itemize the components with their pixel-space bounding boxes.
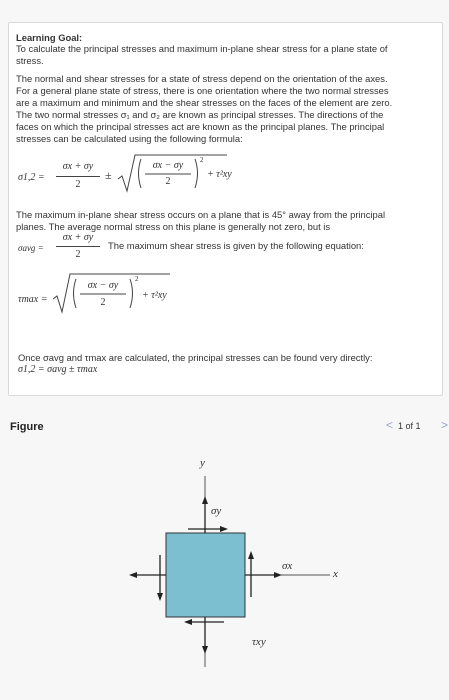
formula1-inner-numerator: σx − σy (152, 160, 184, 171)
sigma-x-label: σx (282, 560, 293, 572)
shear-line-3: The maximum shear stress is given by the following equation: (108, 240, 364, 251)
formula1-exponent: 2 (200, 156, 204, 164)
stress-element (166, 533, 245, 617)
intro-line-5: faces on which the principal stresses act are known as the principal planes. The principal (16, 121, 385, 132)
stress-element-diagram (0, 410, 449, 700)
formula1-fraction-bar (56, 176, 100, 177)
shear-line-1: The maximum in-plane shear stress occurs on a plane that is 45° away from the principal (16, 209, 386, 220)
intro-line-4: The two normal stresses σ₁ and σ₂ are known as principal stresses. The directions of the (16, 109, 384, 120)
sigma-y-label: σy (211, 505, 222, 517)
formula2-lhs: τmax = (18, 294, 48, 305)
x-axis-label: x (333, 568, 338, 580)
figure-pager: 1 of 1 (398, 421, 421, 431)
previous-figure-button[interactable]: < (386, 418, 394, 432)
savg-fraction-bar (56, 246, 100, 247)
next-figure-button[interactable]: > (441, 418, 449, 432)
formula1-inner-denominator: 2 (165, 176, 171, 187)
savg-numerator: σx + σy (62, 232, 94, 243)
figure-title: Figure (10, 421, 44, 433)
savg-lhs: σavg = (18, 243, 44, 253)
final-line-1: Once σavg and τmax are calculated, the principal stresses can be found very directly: (18, 352, 373, 363)
shear-line-2: planes. The average normal stress on this plane is generally not zero, but is (16, 221, 331, 232)
y-axis-label: y (200, 457, 205, 469)
formula2-tau-term: + τ²xy (142, 290, 167, 301)
learning-goal-line-1: To calculate the principal stresses and maximum in-plane shear stress for a plane state of (16, 43, 388, 54)
intro-line-1: The normal and shear stresses for a state of stress depend on the orientation of the axes. (16, 73, 388, 84)
formula1-plus-minus: ± (105, 168, 112, 182)
formula2-exponent: 2 (135, 275, 139, 283)
intro-line-2: For a general plane state of stress, there is one orientation where the two normal stresses (16, 85, 389, 96)
formula1-lhs: σ1,2 = (18, 172, 45, 183)
final-line-2: σ1,2 = σavg ± τmax (18, 364, 98, 375)
formula1-denominator: 2 (75, 179, 81, 190)
intro-line-3: are a maximum and minimum and the shear stresses on the faces of the element are zero. (16, 97, 393, 108)
tau-xy-label: τxy (252, 636, 266, 648)
formula2-inner-denominator: 2 (100, 297, 106, 308)
intro-line-6: stresses can be calculated using the following formula: (16, 133, 243, 144)
savg-denominator: 2 (75, 249, 81, 260)
formula1-tau-term: + τ²xy (207, 169, 232, 180)
formula2-inner-numerator: σx − σy (87, 280, 119, 291)
learning-goal-heading: Learning Goal: (16, 32, 83, 43)
learning-goal-line-2: stress. (16, 55, 44, 66)
formula1-numerator: σx + σy (62, 161, 94, 172)
